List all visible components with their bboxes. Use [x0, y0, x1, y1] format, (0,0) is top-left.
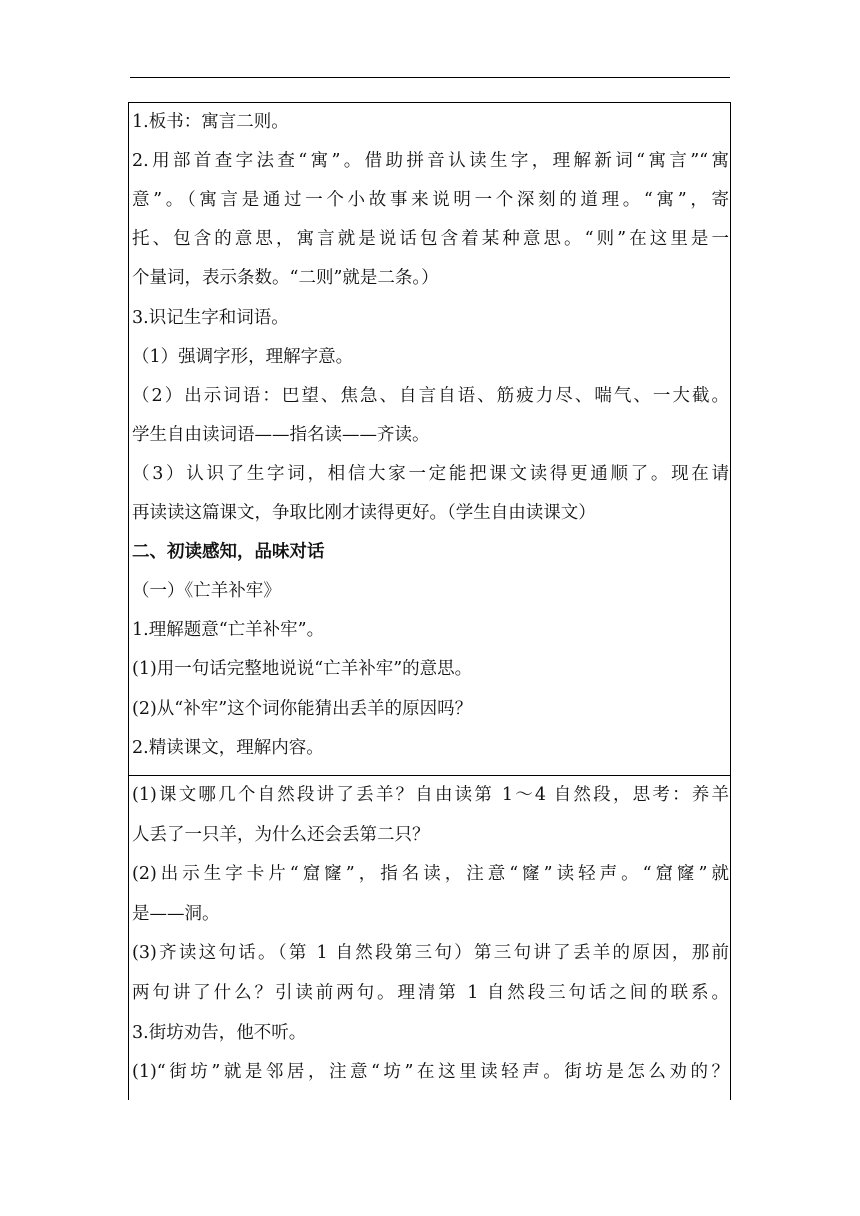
text-line: 3.识记生字和词语。	[132, 307, 289, 328]
text-line: (2)出示生字卡片“窟窿”，指名读，注意“窿”读轻声。“窟窿”就	[132, 864, 729, 885]
text-line: 再读读这篇课文，争取比刚才读得更好。（学生自由读课文）	[132, 503, 596, 523]
text-line: (1)课文哪几个自然段讲了丢羊？自由读第 1～4 自然段，思考：养羊	[132, 785, 729, 805]
text-line: (2)从“补牢”这个词你能猜出丢羊的原因吗？	[132, 698, 473, 719]
text-line: 学生自由读词语——指名读——齐读。	[132, 424, 430, 445]
text-line: 是——洞。	[132, 903, 220, 924]
text-line: 两句讲了什么？引读前两句。理清第 1 自然段三句话之间的联系。	[132, 983, 729, 1003]
text-line: (3)齐读这句话。（第 1 自然段第三句）第三句讲了丢羊的原因，那前	[132, 943, 729, 964]
table-cell-lower	[128, 775, 731, 1100]
text-line: 托、包含的意思，寓言就是说话包含着某种意思。“则”在这里是一	[132, 229, 729, 250]
text-line: （3）认识了生字词，相信大家一定能把课文读得更通顺了。现在请	[132, 463, 729, 484]
text-line: 1.理解题意“亡羊补牢”。	[132, 620, 325, 641]
text-line: 意”。（寓言是通过一个小故事来说明一个深刻的道理。“寓”，寄	[132, 190, 729, 211]
text-line: 3.街坊劝告，他不听。	[132, 1022, 307, 1043]
header-rule	[130, 77, 730, 78]
text-line: 个量词，表示条数。“二则”就是二条。）	[132, 268, 439, 289]
table-cell-upper	[128, 102, 731, 775]
text-line: 二、初读感知，品味对话	[132, 542, 325, 563]
text-line: （一）《亡羊补牢》	[132, 581, 281, 602]
text-line: 2.精读课文，理解内容。	[132, 737, 324, 758]
text-line: （1）强调字形，理解字意。	[132, 346, 354, 367]
text-line: （2）出示词语：巴望、焦急、自言自语、筋疲力尽、喘气、一大截。	[132, 385, 729, 406]
text-line: (1)用一句话完整地说说“亡羊补牢”的意思。	[132, 659, 473, 680]
text-line: (1)“街坊”就是邻居，注意“坊”在这里读轻声。街坊是怎么劝的？	[132, 1062, 729, 1083]
text-line: 人丢了一只羊，为什么还会丢第二只？	[132, 824, 430, 845]
text-line: 2.用部首查字法查“寓”。借助拼音认读生字，理解新词“寓言”“寓	[132, 151, 729, 172]
text-line: 1.板书：寓言二则。	[132, 112, 289, 132]
